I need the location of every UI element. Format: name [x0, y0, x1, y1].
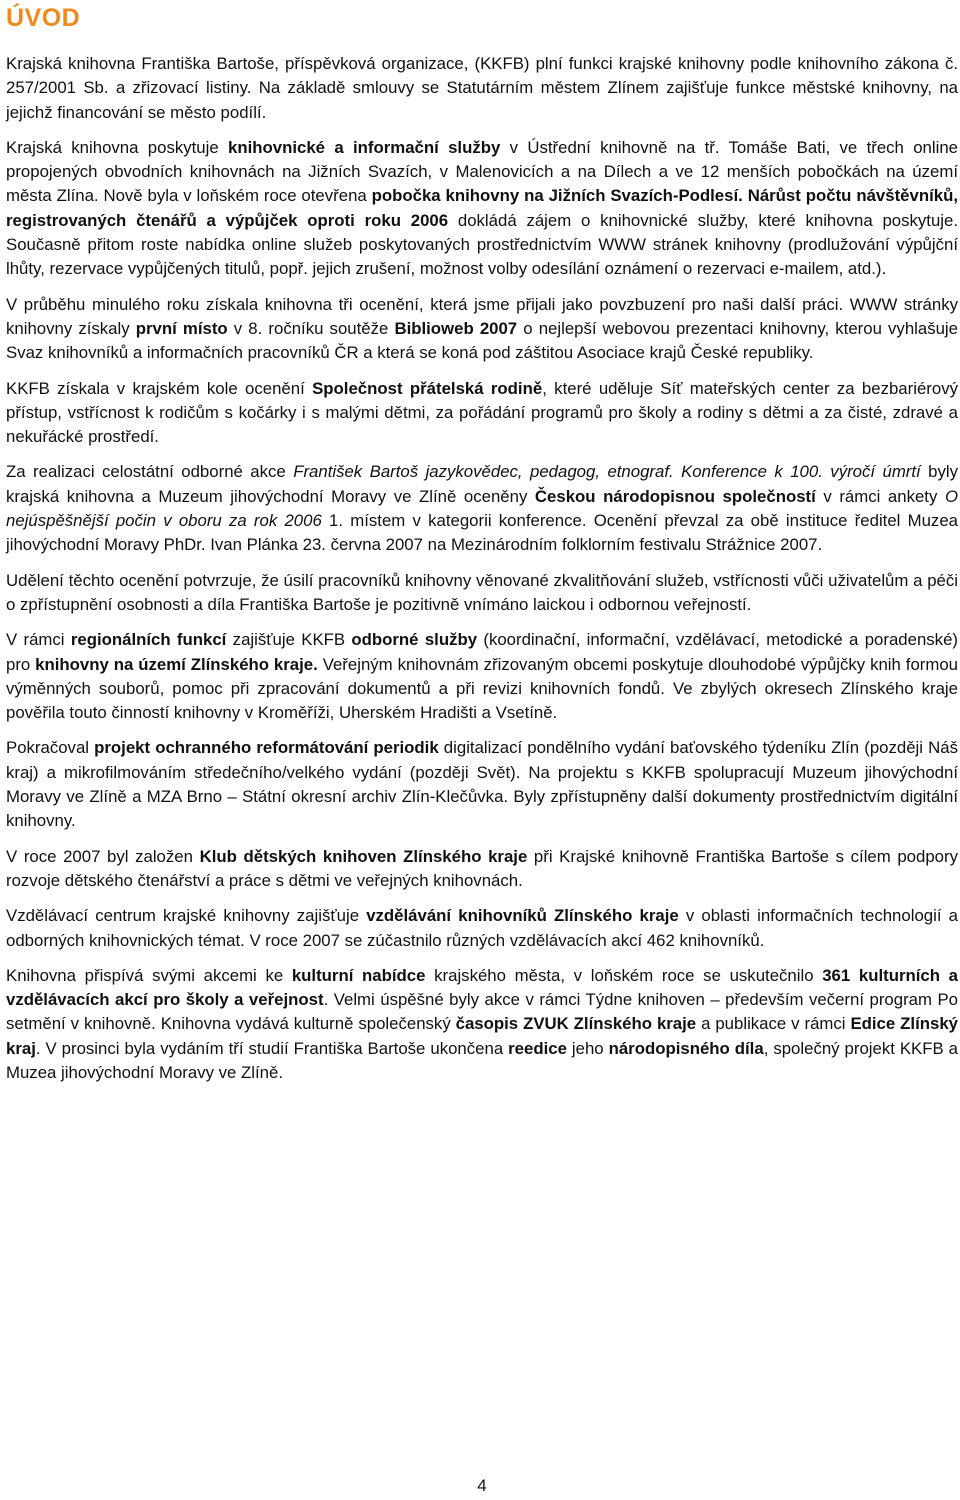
paragraph-childrens-club: V roce 2007 byl založen Klub dětských knihoven Zlínského kraje při Krajské knihovně Františka Bartoše s cílem podpory rozvoje dětského čtenářství a práce s dětmi ve veřejných knihovnách.	[6, 846, 958, 890]
paragraph-education: Vzdělávací centrum krajské knihovny zajišťuje vzdělávání knihovníků Zlínského kraje v oblasti informačních technologií a odborných knihovnických témat. V roce 2007 se zúčastnilo různých vzdělávacích akcí 462 knihovníků.	[6, 906, 958, 950]
paragraph-conference: Za realizaci celostátní odborné akce František Bartoš jazykovědec, pedagog, etnograf. Konference k 100. výročí úmrtí byly krajská knihovna a Muzeum jihovýchodní Moravy ve Zlíně oceněny Českou národopisnou společností v rámci ankety O nejúspěšnější počin v oboru za rok 2006 1. místem v kategorii konference. Ocenění převzal za obě instituce ředitel Muzea jihovýchodní Moravy PhDr. Ivan Plánka 23. června 2007 na Mezinárodním folklorním festivalu Strážnice 2007.	[6, 462, 959, 555]
paragraph-digitization: Pokračoval projekt ochranného reformátování periodik digitalizací pondělního vydání baťovského týdeníku Zlín (později Náš kraj) a mikrofilmováním středečního/velkého vydání (později Svět). Na projektu s KKFB spolupracují Muzeum jihovýchodní Moravy ve Zlíně a MZA Brno – Státní okresní archiv Zlín-Klečůvka. Byly zpřístupněny další dokumenty prostřednictvím digitální knihovny.	[6, 738, 958, 831]
document-page	[6, 0, 958, 1500]
paragraph-services: Krajská knihovna poskytuje knihovnické a informační služby v Ústřední knihovně na tř. Tomáše Bati, ve třech online propojených obvodních knihovnách na Jižních Svazích, v Malenovicích a na Dílech a ve 12 menších pobočkách na území města Zlína. Nově byla v loňském roce otevřena pobočka knihovny na Jižních Svazích-Podlesí. Nárůst počtu návštěvníků, registrovaných čtenářů a výpůjček oproti roku 2006 dokládá zájem o knihovnické služby, které knihovna poskytuje. Současně přitom roste nabídka online služeb poskytovaných prostřednictvím WWW stránek knihovny (prodlužování výpůjční lhůty, rezervace vypůjčených titulů, popř. jejich zrušení, možnost volby odesílání oznámení o rezervaci e-mailem, atd.).	[6, 137, 959, 279]
document-body	[6, 52, 958, 1096]
page-number: 4	[477, 1476, 487, 1495]
paragraph-family-award: KKFB získala v krajském kole ocenění Společnost přátelská rodině, které uděluje Síť mateřských center za bezbariérový přístup, vstřícnost k rodičům s kočárky i s malými dětmi, za pořádání programů pro školy a rodiny s dětmi a za čisté, zdravé a nekuřácké prostředí.	[6, 378, 958, 447]
page-heading: ÚVOD	[6, 4, 81, 32]
paragraph-intro: Krajská knihovna Františka Bartoše, příspěvková organizace, (KKFB) plní funkci krajské knihovny podle knihovního zákona č. 257/2001 Sb. a zřizovací listiny. Na základě smlouvy se Statutárním městem Zlínem zajišťuje funkce městské knihovny, na jejichž financování se město podílí.	[6, 54, 958, 122]
paragraph-awards: V průběhu minulého roku získala knihovna tři ocenění, která jsme přijali jako povzbuzení pro naši další práci. WWW stránky knihovny získaly první místo v 8. ročníku soutěže Biblioweb 2007 o nejlepší webovou prezentaci knihovny, kterou vyhlašuje Svaz knihovníků a informačních pracovníků ČR a která se koná pod záštitou Asociace krajů České republiky.	[6, 294, 958, 363]
paragraph-regional-functions: V rámci regionálních funkcí zajišťuje KKFB odborné služby (koordinační, informační, vzdělávací, metodické a poradenské) pro knihovny na území Zlínského kraje. Veřejným knihovnám zřizovaným obcemi poskytuje dlouhodobé výpůjčky knih formou výměnných souborů, pomoc při zpracování dokumentů a při revizi knihovních fondů. Ve zbylých okresech Zlínského kraje pověřila touto činností knihovny v Kroměříži, Uherském Hradišti a Vsetíně.	[6, 630, 959, 723]
paragraph-recognition: Udělení těchto ocenění potvrzuje, že úsilí pracovníků knihovny věnované zkvalitňování služeb, vstřícnosti vůči uživatelům a péči o zpřístupnění osobnosti a díla Františka Bartoše je pozitivně vnímáno laickou i odbornou veřejností.	[6, 570, 958, 614]
paragraph-culture: Knihovna přispívá svými akcemi ke kulturní nabídce krajského města, v loňském roce se uskutečnilo 361 kulturních a vzdělávacích akcí pro školy a veřejnost. Velmi úspěšné byly akce v rámci Týdne knihoven – především večerní program Po setmění v knihovně. Knihovna vydává kulturně společenský časopis ZVUK Zlínského kraje a publikace v rámci Edice Zlínský kraj. V prosinci byla vydáním tří studií Františka Bartoše ukončena reedice jeho národopisného díla, společný projekt KKFB a Muzea jihovýchodní Moravy ve Zlíně.	[6, 965, 959, 1082]
